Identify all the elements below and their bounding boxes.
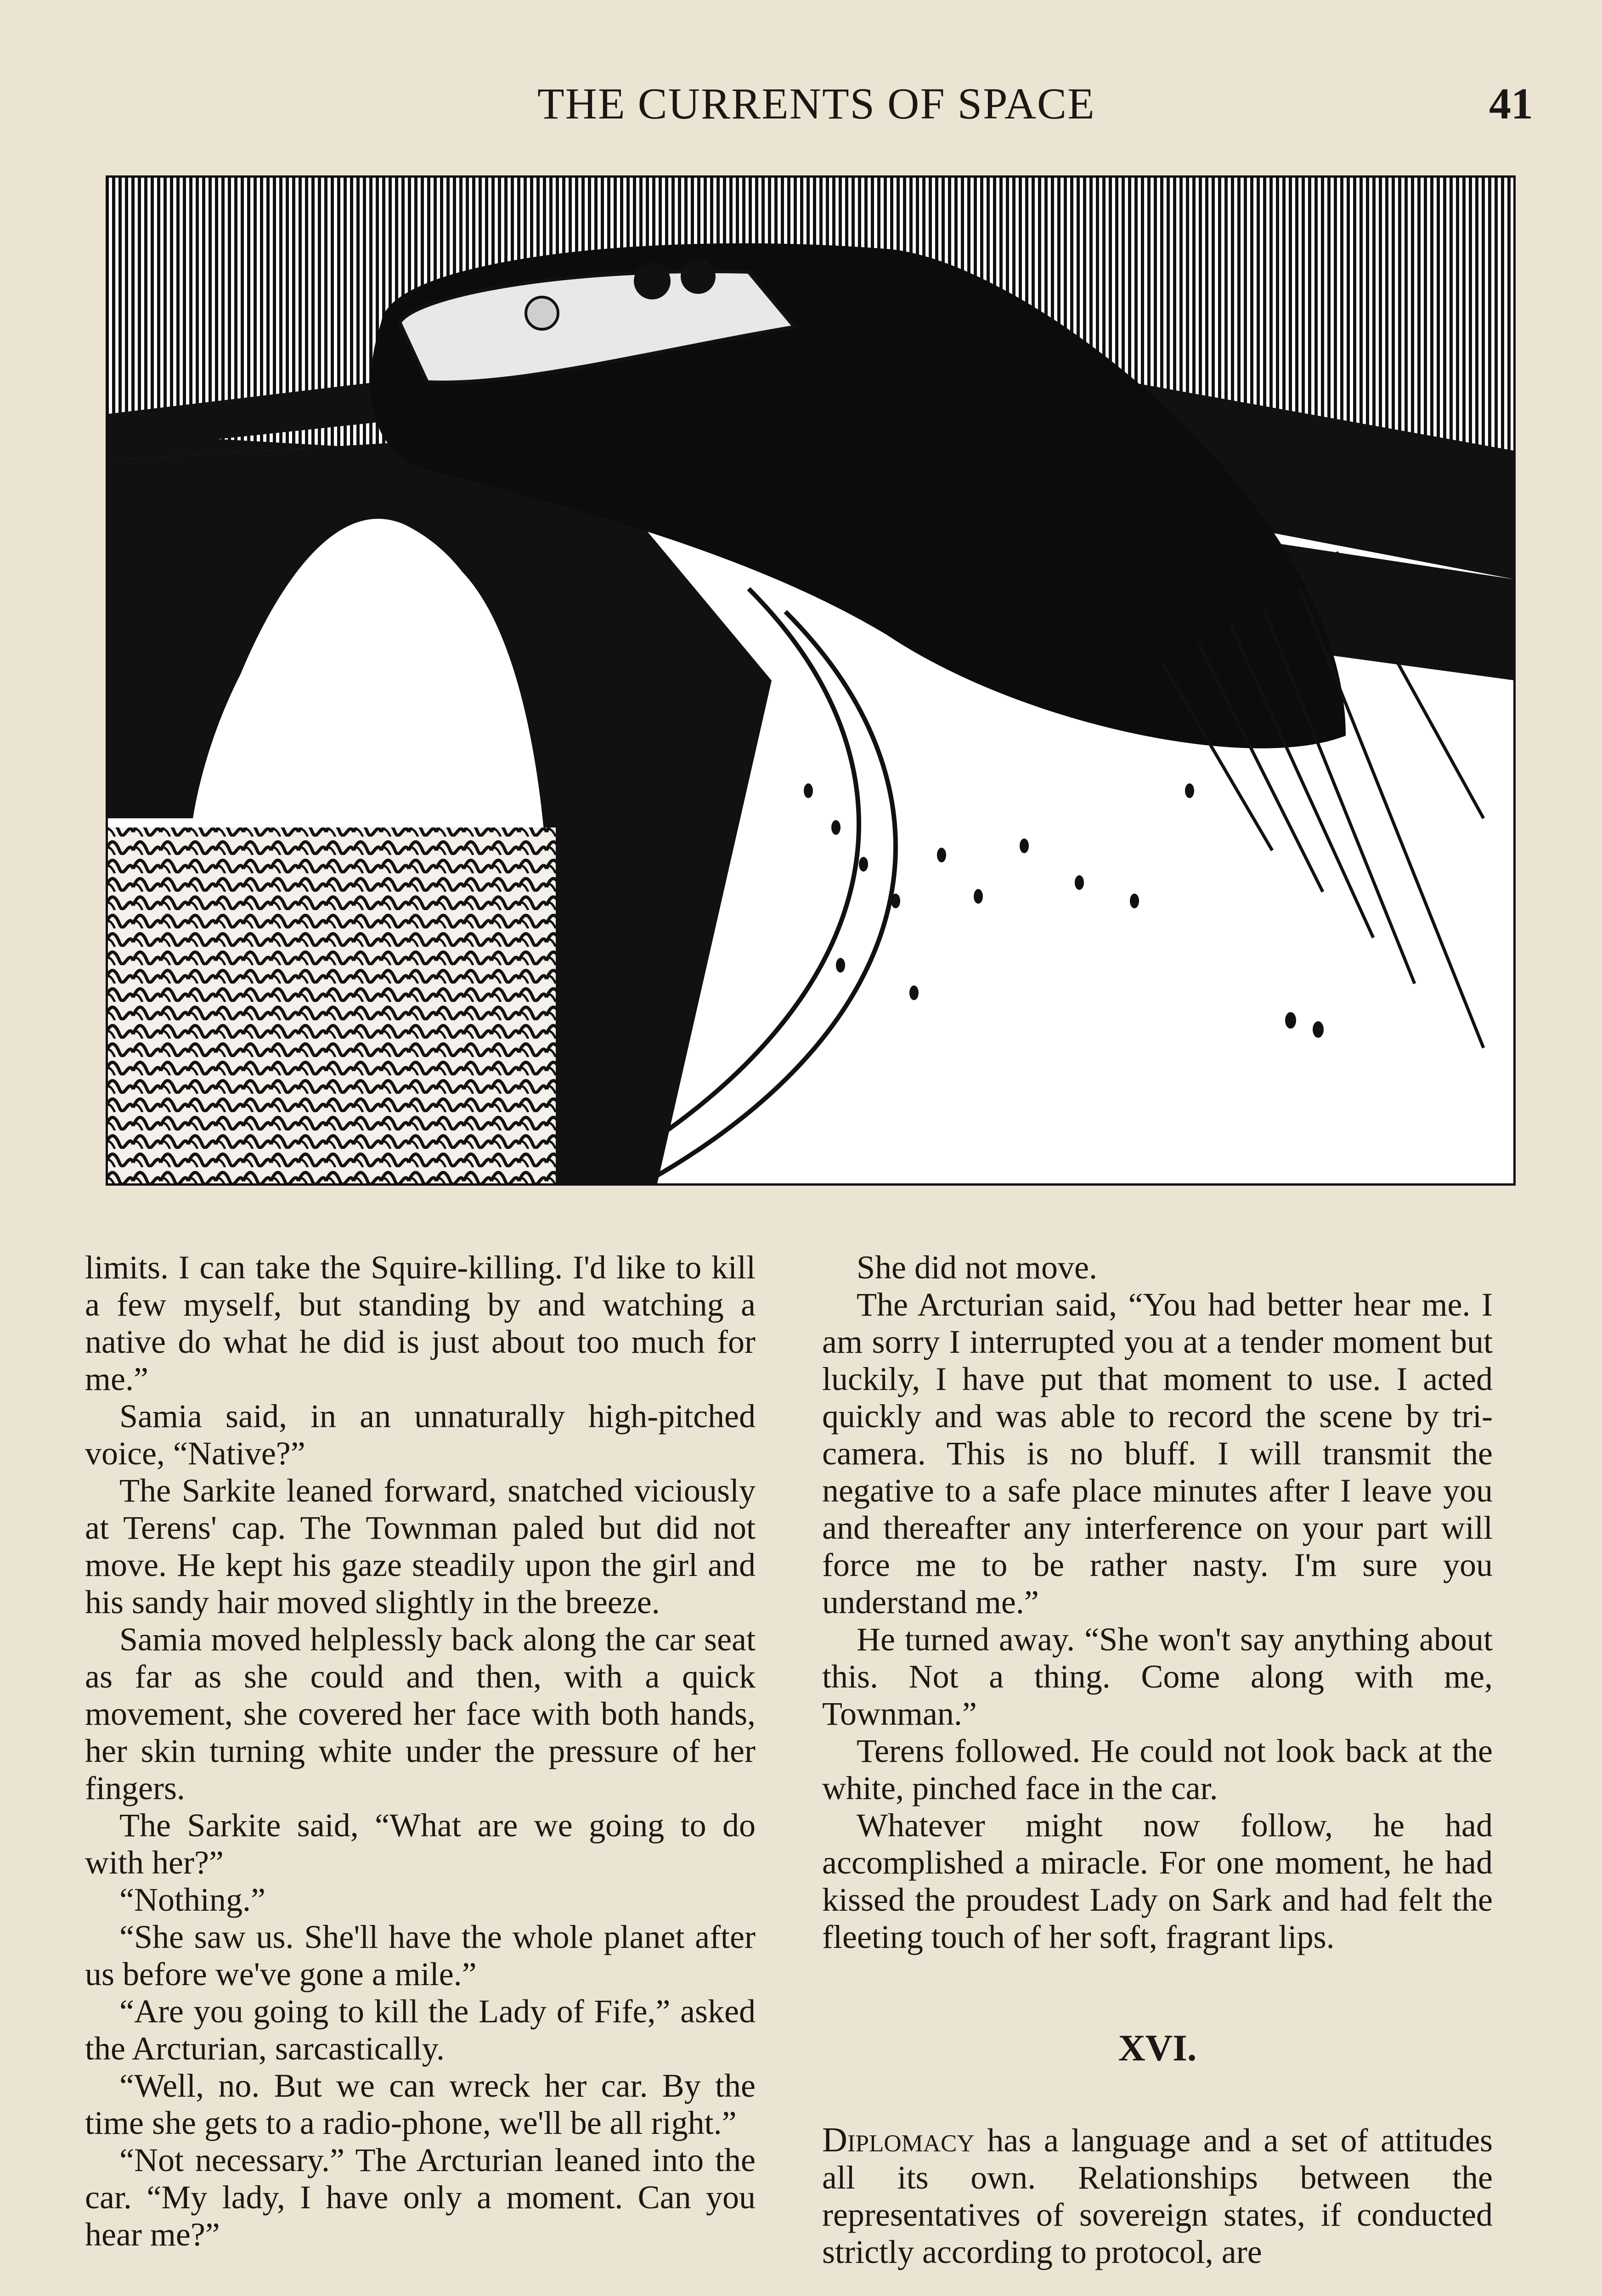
paragraph: “Are you going to kill the Lady of Fife,” asked the Arcturian, sarcastically.	[85, 1993, 756, 2067]
chapter-heading: XVI.	[1118, 2027, 1197, 2069]
paragraph: The Arcturian said, “You had better hear me. I am sorry I interrupted you at a tender moment but luckily, I have put that moment to use. I acted quickly and was able to record the scene by tri-camera. This is no bluff. I will transmit the negative to a safe place minutes after I leave you and thereafter any interference on your part will force me to be rather nasty. I'm sure you understand me.”	[822, 1286, 1493, 1621]
paragraph: Samia moved helplessly back along the car seat as far as she could and then, with a quick movement, she covered her face with both hands, her skin turning white under the pressure of her fingers.	[85, 1621, 756, 1806]
paragraph: Whatever might now follow, he had accomplished a miracle. For one moment, he had kissed the proudest Lady on Sark and had felt the fleeting touch of her soft, fragrant lips.	[822, 1807, 1493, 1955]
paragraph: “Well, no. But we can wreck her car. By the time she gets to a radio-phone, we'll be all right.”	[85, 2067, 756, 2141]
paragraph: He turned away. “She won't say anything about this. Not a thing. Come along with me, Townman.”	[822, 1621, 1493, 1732]
paragraph: She did not move.	[857, 1249, 1097, 1286]
paragraph: Terens followed. He could not look back at the white, pinched face in the car.	[822, 1733, 1493, 1806]
paragraph: The Sarkite leaned forward, snatched viciously at Terens' cap. The Townman paled but did not move. He kept his gaze steadily upon the girl and his sandy hair moved slightly in the breeze.	[85, 1472, 756, 1621]
chapter-first-word: Diplomacy	[822, 2121, 975, 2159]
flying-car-over-bridge-illustration	[106, 175, 1516, 1186]
paragraph: “Not necessary.” The Arcturian leaned into the car. “My lady, I have only a moment. Can you hear me?”	[85, 2142, 756, 2253]
paragraph: The Sarkite said, “What are we going to do with her?”	[85, 1807, 756, 1881]
chapter-opening-paragraph	[822, 2122, 1493, 2271]
page-header	[0, 69, 1602, 133]
paragraph: “Nothing.”	[119, 1881, 265, 1918]
page-number: 41	[1489, 79, 1533, 128]
paragraph: “She saw us. She'll have the whole planet after us before we've gone a mile.”	[85, 1919, 756, 1992]
shrubbery	[106, 827, 556, 1186]
paragraph: limits. I can take the Squire-killing. I'd like to kill a few myself, but standing by and watching a native do what he did is just about too much for me.”	[85, 1249, 756, 1397]
chapter-first-paragraph-text: has a language and a set of attitudes all its own. Relationships between the representatives of sovereign states, if conducted strictly according to protocol, are	[822, 2122, 1493, 2270]
text-column-right	[822, 1249, 1493, 2271]
running-head-title: THE CURRENTS OF SPACE	[537, 79, 1095, 128]
illustration-svg	[106, 175, 1516, 1186]
text-column-left	[85, 1249, 756, 2253]
paragraph: Samia said, in an unnaturally high-pitched voice, “Native?”	[85, 1398, 756, 1472]
